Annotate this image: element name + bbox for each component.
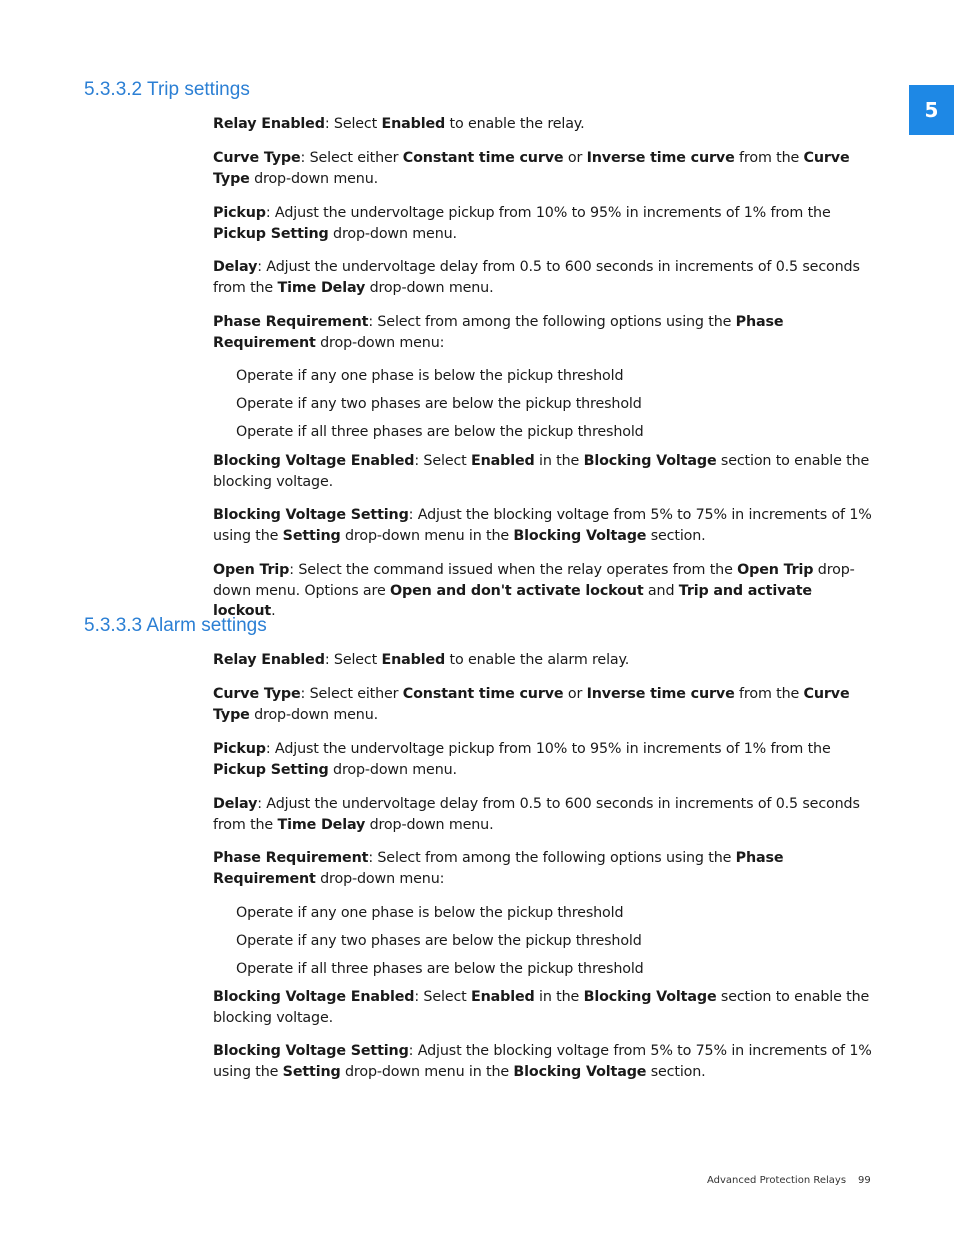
page-number: 99 xyxy=(858,1175,871,1186)
bold-term: Blocking Voltage xyxy=(583,453,717,469)
paragraph xyxy=(213,505,873,546)
paragraph xyxy=(213,560,873,622)
footer-title: Advanced Protection Relays xyxy=(707,1175,847,1186)
paragraph xyxy=(213,739,873,780)
text-run: drop-down menu in the xyxy=(340,1063,514,1080)
text-run: section to enable the blocking voltage. xyxy=(213,989,870,1026)
text-run: : Adjust the undervoltage pickup from 10% to 95% in increments of 1% from the xyxy=(265,741,831,757)
option-item: Operate if any one phase is below the pickup threshold xyxy=(236,368,624,384)
text-run: : Select either xyxy=(300,686,403,702)
text-run: drop-down menu in the xyxy=(340,527,514,544)
bold-term: Enabled xyxy=(471,989,535,1005)
bold-term: Blocking Voltage Setting xyxy=(213,1043,409,1059)
paragraph xyxy=(213,203,873,244)
bold-term: Pickup xyxy=(213,205,266,221)
text-run: from the xyxy=(734,686,804,702)
text-run: section. xyxy=(646,1063,706,1080)
text-run: in the xyxy=(534,453,584,469)
text-run: : Select either xyxy=(300,150,403,166)
bold-term: Blocking Voltage Setting xyxy=(213,507,409,523)
text-run: . xyxy=(271,603,276,619)
bold-term: Constant time curve xyxy=(402,686,564,702)
paragraph xyxy=(213,650,873,671)
paragraph xyxy=(213,987,873,1028)
text-run: : Adjust the blocking voltage from 5% to 75% in increments of 1% using the xyxy=(213,1043,872,1080)
bold-term: Phase Requirement xyxy=(213,850,784,887)
text-run: : Adjust the blocking voltage from 5% to 75% in increments of 1% using the xyxy=(213,507,872,544)
bold-term: Open Trip xyxy=(213,562,290,578)
bold-term: Trip and activate lockout xyxy=(213,582,812,619)
chapter-tab: 5 xyxy=(909,85,954,135)
text-run: drop-down menu. xyxy=(249,706,378,723)
text-run: drop-down menu: xyxy=(315,334,445,351)
bold-term: Inverse time curve xyxy=(586,686,735,702)
bold-term: Setting xyxy=(282,1063,341,1080)
text-run: drop-down menu. xyxy=(328,225,457,242)
text-run: or xyxy=(563,686,587,702)
text-run: drop-down menu. xyxy=(328,761,457,778)
paragraph xyxy=(213,684,873,725)
text-run: drop-down menu. Options are xyxy=(213,562,855,599)
bold-term: Inverse time curve xyxy=(586,150,735,166)
paragraph xyxy=(213,451,873,492)
text-run: from the xyxy=(734,150,804,166)
section-heading-alarm-settings: 5.3.3.3 Alarm settings xyxy=(84,615,267,636)
bold-term: Phase Requirement xyxy=(213,850,369,866)
section-heading-trip-settings: 5.3.3.2 Trip settings xyxy=(84,79,250,100)
bold-term: Enabled xyxy=(381,652,446,668)
bold-term: Pickup xyxy=(213,741,266,757)
option-item: Operate if all three phases are below the pickup threshold xyxy=(236,961,644,977)
text-run: : Adjust the undervoltage delay from 0.5 to 600 seconds in increments of 0.5 seconds from the xyxy=(213,796,860,833)
paragraph xyxy=(213,257,873,298)
bold-term: Blocking Voltage xyxy=(513,1063,647,1080)
bold-term: Curve Type xyxy=(213,686,850,723)
bold-term: Curve Type xyxy=(213,686,301,702)
option-item: Operate if all three phases are below the pickup threshold xyxy=(236,424,644,440)
bold-term: Delay xyxy=(213,259,258,275)
text-run: to enable the alarm relay. xyxy=(445,652,630,668)
option-item: Operate if any one phase is below the pickup threshold xyxy=(236,905,624,921)
text-run: drop-down menu. xyxy=(365,816,494,833)
bold-term: Phase Requirement xyxy=(213,314,784,351)
bold-term: Time Delay xyxy=(277,816,366,833)
bold-term: Blocking Voltage Enabled xyxy=(213,989,415,1005)
text-run: : Select the command issued when the relay operates from the xyxy=(289,562,738,578)
bold-term: Setting xyxy=(282,527,341,544)
bold-term: Enabled xyxy=(381,116,446,132)
bold-term: Blocking Voltage xyxy=(513,527,647,544)
text-run: to enable the relay. xyxy=(445,116,585,132)
text-run: drop-down menu. xyxy=(249,170,378,187)
text-run: : Select xyxy=(324,652,382,668)
paragraph xyxy=(213,148,873,189)
option-item: Operate if any two phases are below the pickup threshold xyxy=(236,396,642,412)
paragraph xyxy=(213,114,873,135)
option-item: Operate if any two phases are below the pickup threshold xyxy=(236,933,642,949)
text-run: in the xyxy=(534,989,584,1005)
paragraph xyxy=(213,1041,873,1082)
bold-term: Curve Type xyxy=(213,150,301,166)
text-run: and xyxy=(643,582,679,599)
bold-term: Curve Type xyxy=(213,150,850,187)
paragraph xyxy=(213,794,873,835)
bold-term: Constant time curve xyxy=(402,150,564,166)
bold-term: Pickup Setting xyxy=(213,225,329,242)
text-run: or xyxy=(563,150,587,166)
text-run: section to enable the blocking voltage. xyxy=(213,453,870,490)
bold-term: Open Trip xyxy=(737,562,814,578)
text-run: : Adjust the undervoltage delay from 0.5 to 600 seconds in increments of 0.5 seconds from the xyxy=(213,259,860,296)
text-run: section. xyxy=(646,527,706,544)
bold-term: Delay xyxy=(213,796,258,812)
text-run: : Select xyxy=(414,453,472,469)
paragraph xyxy=(213,312,873,353)
text-run: : Select from among the following options using the xyxy=(368,850,736,866)
bold-term: Relay Enabled xyxy=(213,116,325,132)
bold-term: Relay Enabled xyxy=(213,652,325,668)
text-run: : Select xyxy=(414,989,472,1005)
bold-term: Enabled xyxy=(471,453,535,469)
text-run: drop-down menu: xyxy=(315,870,445,887)
bold-term: Time Delay xyxy=(277,279,366,296)
text-run: : Select xyxy=(324,116,382,132)
text-run: : Adjust the undervoltage pickup from 10% to 95% in increments of 1% from the xyxy=(265,205,831,221)
bold-term: Phase Requirement xyxy=(213,314,369,330)
bold-term: Blocking Voltage xyxy=(583,989,717,1005)
bold-term: Blocking Voltage Enabled xyxy=(213,453,415,469)
text-run: drop-down menu. xyxy=(365,279,494,296)
text-run: : Select from among the following options using the xyxy=(368,314,736,330)
bold-term: Pickup Setting xyxy=(213,761,329,778)
bold-term: Open and don't activate lockout xyxy=(389,582,644,599)
paragraph xyxy=(213,848,873,889)
